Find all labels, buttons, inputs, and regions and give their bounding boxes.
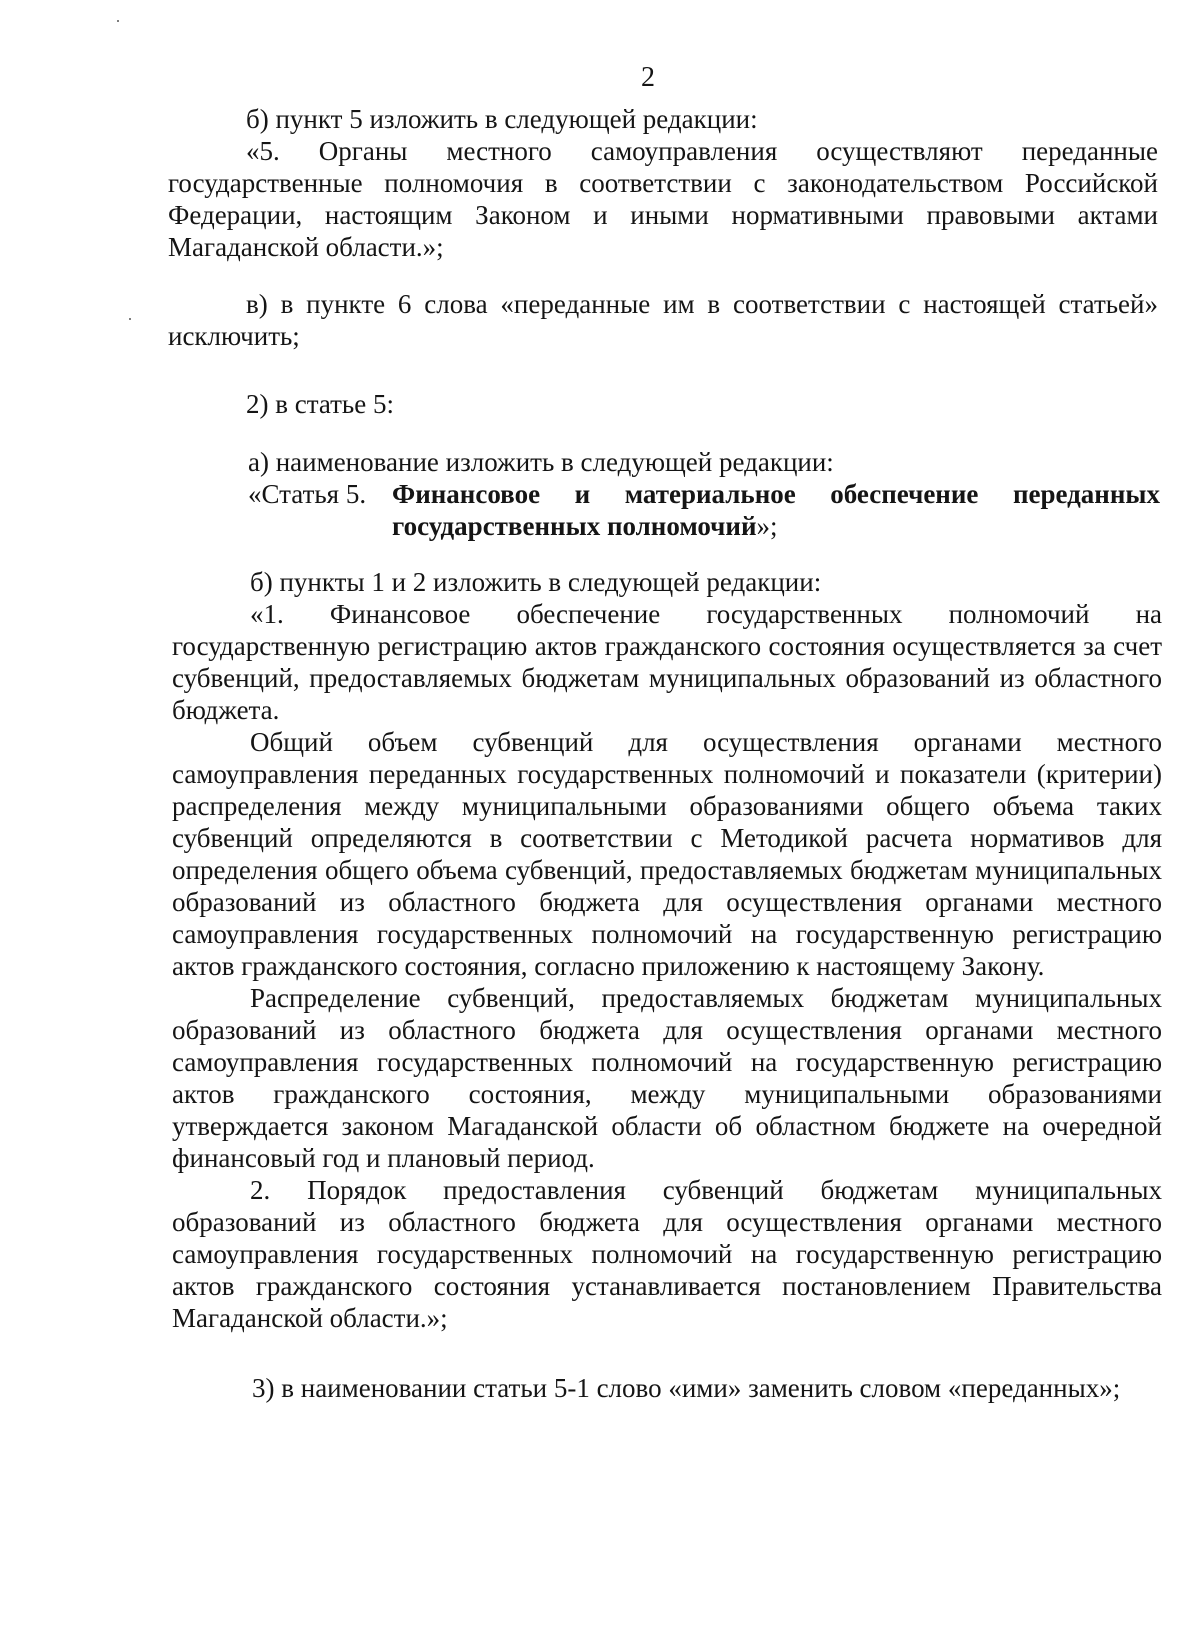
paragraph-item1-total: Общий объем субвенций для осуществления органами местного самоуправления переданных государственных полномочий и показатели (критерии) распределения между муниципальными образованиями общего объема таких субвенций определяются в соответствии с Методикой расчета нормативов для определения общего объема субвенций, предоставляемых бюджетам муниципальных образований из областного бюджета для осуществления органами местного самоуправления государственных полномочий на государственную регистрацию актов гражданского состояния, согласно приложению к настоящему Закону.	[172, 727, 1162, 981]
paragraph-item1-text: «1. Финансовое обеспечение государственных полномочий на государственную регистрацию актов гражданского состояния осуществляется за счет субвенций, предоставляемых бюджетам муниципальных образований из областного бюджета.	[172, 599, 1162, 725]
paragraph-item5-text: «5. Органы местного самоуправления осуществляют переданные государственные полномочия в соответствии с законодательством Российской Федерации, настоящим Законом и иными нормативными правовыми актами Магаданской области.»;	[168, 136, 1158, 262]
scan-speck	[117, 20, 119, 22]
article5-title-tail: »;	[756, 511, 778, 541]
paragraph-item3-text: 3) в наименовании статьи 5-1 слово «ими» заменить словом «переданных»;	[252, 1373, 1121, 1403]
paragraph-v-item6: в) в пункте 6 слова «переданные им в соответствии с настоящей статьей» исключить;	[168, 289, 1158, 351]
paragraph-item1-distribution: Распределение субвенций, предоставляемых бюджетам муниципальных образований из областного бюджета для осуществления органами местного самоуправления государственных полномочий на государственную регистрацию актов гражданского состояния, между муниципальными образованиями утверждается законом Магаданской области об областном бюджете на очередной финансовый год и плановый период.	[172, 983, 1162, 1173]
text-block-items-1-2	[172, 566, 1162, 1334]
paragraph-b-item5-intro: б) пункт 5 изложить в следующей редакции:	[246, 104, 758, 134]
text-block-item6	[168, 288, 1158, 352]
article5-title	[392, 478, 1160, 542]
text-block-item5	[168, 103, 1158, 263]
text-block-article5-name	[170, 446, 1160, 542]
scan-speck	[129, 318, 131, 320]
paragraph-article5-intro: 2) в статье 5:	[246, 389, 394, 419]
article5-title-text: Финансовое и материальное обеспечение переданных государственных полномочий	[392, 479, 1160, 541]
article5-heading	[170, 478, 1160, 542]
text-block-article5-intro	[168, 388, 1158, 420]
paragraph-a-name-intro: а) наименование изложить в следующей редакции:	[248, 447, 834, 477]
paragraph-b-items12-intro: б) пункты 1 и 2 изложить в следующей редакции:	[250, 567, 822, 597]
paragraph-item2-text: 2. Порядок предоставления субвенций бюджетам муниципальных образований из областного бюджета для осуществления органами местного самоуправления государственных полномочий на государственную регистрацию актов гражданского состояния устанавливается постановлением Правительства Магаданской области.»;	[172, 1175, 1162, 1333]
text-block-item3	[174, 1372, 1164, 1404]
article5-lead: «Статья 5.	[248, 479, 367, 509]
page-number: 2	[641, 62, 655, 93]
